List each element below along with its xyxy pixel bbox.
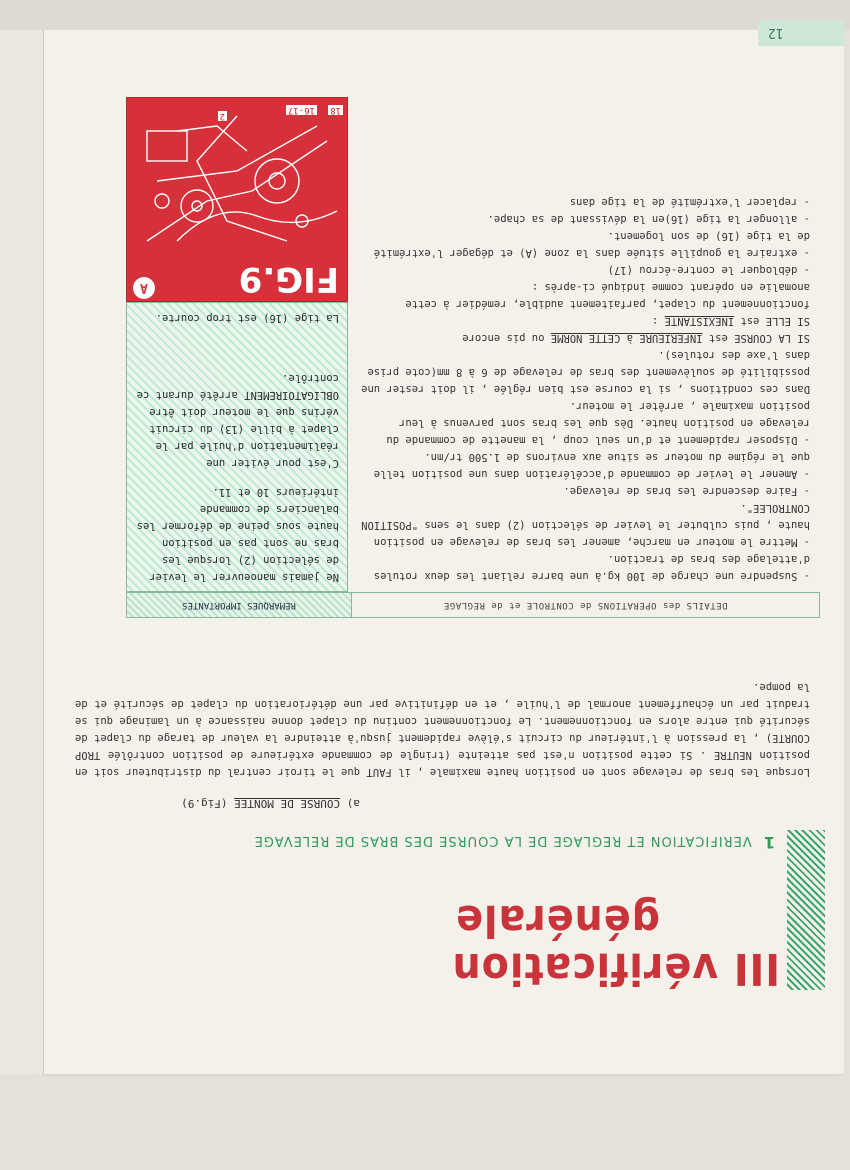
subheading-text: VERIFICATION ET REGLAGE DE LA COURSE DES BRAS DE RELEVAGE	[253, 833, 752, 848]
section-hatch-bar	[787, 830, 825, 990]
step-item: - Disposer rapidement et d'un seul coup , la manette de commande du relevage en position haute. Dès que les bras sont parvenus à leur position maximale , arrêter le moteur.	[386, 400, 810, 446]
remedy-item: - débloquer le contre-écrou (17)	[607, 264, 810, 276]
section-title-line1: III vérification	[451, 943, 780, 994]
scanner-bed	[0, 0, 850, 30]
condition-text: SI ELLE est	[734, 315, 810, 327]
course-title: COURSE DE MONTEE	[234, 797, 341, 810]
figure-tag: 2	[219, 111, 225, 121]
course-fig-ref: (Fig.9)	[181, 797, 235, 810]
table-header	[126, 592, 820, 618]
figure-9	[126, 97, 348, 302]
previous-page-edge	[0, 0, 44, 1074]
remedy-item: - allonger la tige (16)en la dévissant de sa chape.	[487, 213, 810, 225]
subheading-number: 1	[762, 833, 775, 852]
remark-item: C'est pour éviter une réalimentation d'huile par le clapet à bille (13) du circuit vérins que le moteur doit être OBLIGATOIREMENT arrêté durant ce contrôle.	[136, 372, 339, 469]
condition-text: SI LA COURSE est	[702, 332, 810, 344]
step-item: - Suspendre une charge de 100 kg.à une barre reliant les deux rotules d'attelage des bras de traction.	[373, 553, 810, 582]
intro-paragraph: Lorsque les bras de relevage sont en position haute maximale , il FAUT que le tiroir central du distributeur soit en position NEUTRE . Si cette position n'est pas atteinte (tringle de commande extérieure de position contrôlée TROP COURTE) , la pression à l'intérieur du circuit s'élève rapidement jusqu'à atteindre la valeur de tarage du clapet de sécurité qui entre alors en fonctionnement. Le fonctionnement continu du clapet donne naissance à un laminage qui se traduit par un échauffement anormal de l'huile , et en définitive par une détérioration du clapet de sécurité et de la pompe.	[75, 681, 810, 778]
remedy-item: fonctionnement du clapet, parfaitement audible, remédier à cette anomalie en opérant comme indiqué ci-après :	[405, 281, 810, 310]
zone-a-marker: A	[133, 277, 155, 299]
step-item: - Amener le levier de commande d'accélération dans une position telle que le régime du moteur se situe aux environs de 1.500 tr/mn.	[373, 451, 810, 480]
page-number: 12	[758, 20, 844, 46]
course-label	[181, 797, 360, 810]
condition-text: ou pis encore	[462, 332, 551, 344]
condition-text: :	[651, 315, 665, 327]
section-title	[451, 895, 780, 994]
operations-list	[360, 193, 810, 584]
figure-label: FIG.9	[238, 259, 339, 299]
step-item: Dans ces conditions , si la course est bien réglée , il doit rester une possibilité de soulèvement des bras de relevage de 6 à 8 mm(cote prise dans l'axe des rotules).	[361, 349, 810, 395]
course-prefix: a)	[340, 797, 360, 810]
figure-tag: 16-17	[287, 105, 315, 115]
figure-tag: 18	[330, 105, 341, 115]
step-item: - Faire descendre les bras de relevage.	[563, 485, 810, 497]
section-title-line2: générale	[455, 895, 660, 946]
step-item: - Mettre le moteur en marche, amener les bras de relevage en position haute , puis culbuter le levier de sélection (2) dans le sens "POSITION CONTROLEE".	[361, 502, 810, 548]
condition-line-2	[360, 312, 810, 329]
remedy-item: - extraire la goupille située dans la zone (A) et dégager l'extrémité de la tige (16) de son logement.	[373, 230, 810, 259]
remark-item: Ne jamais manoeuvrer le levier de sélection (2) lorsque les bras ne sont pas en position haute sous peine de déformer les balanciers de commande intérieurs 10 et 11.	[136, 486, 339, 583]
remark-short: La tige (16) est trop courte.	[155, 312, 339, 324]
operations-header: DETAILS des OPERATIONS de CONTROLE et de REGLAGE	[443, 600, 728, 610]
remedy-item: - replacer l'extrémité de la tige dans	[569, 196, 810, 208]
condition-line-1	[360, 329, 810, 346]
remarks-box	[126, 302, 348, 592]
condition-emphasis: INFERIEURE à CETTE NORME	[550, 332, 703, 344]
remarks-header: REMARQUES IMPORTANTES	[127, 593, 352, 617]
condition-emphasis: INEXISTANTE	[664, 315, 735, 327]
subheading	[75, 833, 775, 852]
